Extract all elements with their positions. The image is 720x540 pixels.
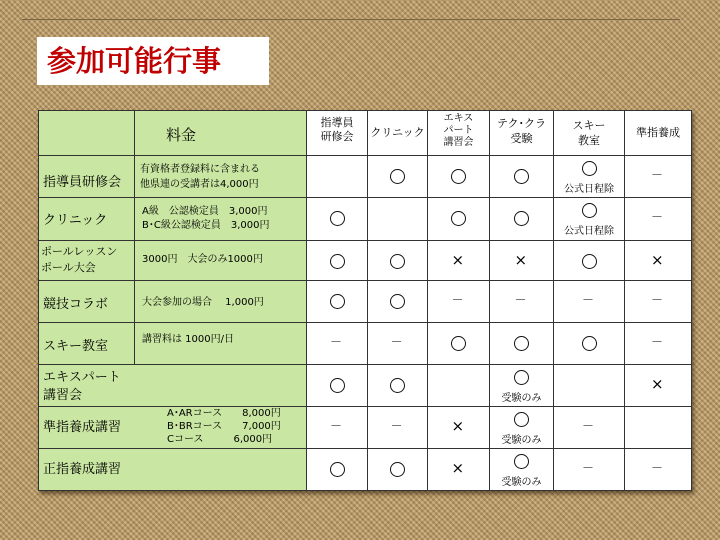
grid-line (489, 110, 490, 491)
row-name: スキー教室 (43, 339, 109, 354)
circle-mark-icon (390, 254, 405, 269)
circle-mark-icon (514, 412, 529, 427)
course-fee: B･BRコース 7,000円 (167, 421, 281, 432)
cross-mark-icon: × (451, 459, 465, 477)
grid-line (38, 280, 692, 281)
grid-line (367, 110, 368, 491)
row-name: エキスパート 講習会 (43, 370, 121, 403)
circle-mark-icon (582, 336, 597, 351)
fee-header: 料金 (166, 126, 197, 144)
circle-mark-icon (582, 203, 597, 218)
dash-mark-icon: － (651, 293, 664, 307)
dash-mark-icon: － (582, 419, 595, 433)
fee-text: 大会参加の場合 1,000円 (142, 297, 264, 308)
circle-mark-icon (330, 378, 345, 393)
circle-mark-icon (451, 336, 466, 351)
cross-mark-icon: × (651, 251, 664, 269)
column-header: エキス パート 講習会 (443, 113, 474, 148)
course-fee: A･ARコース 8,000円 (167, 408, 281, 419)
cross-mark-icon: × (451, 251, 465, 269)
grid-line (691, 110, 692, 491)
dash-mark-icon: － (651, 461, 664, 475)
circle-mark-icon (514, 370, 529, 385)
dash-mark-icon: － (451, 293, 464, 307)
cross-mark-icon: × (451, 417, 465, 435)
fee-text: A級 公認検定員 3,000円 B･C級公認検定員 3,000円 (142, 206, 270, 231)
circle-mark-icon (514, 169, 529, 184)
grid-line (306, 110, 307, 491)
grid-line (38, 240, 692, 241)
grid-line (38, 110, 692, 111)
circle-mark-icon (514, 211, 529, 226)
grid-line (38, 322, 692, 323)
circle-mark-icon (390, 462, 405, 477)
cell-note: 受験のみ (501, 477, 542, 488)
circle-mark-icon (390, 378, 405, 393)
grid-line (624, 110, 625, 491)
grid-line (553, 110, 554, 491)
dash-mark-icon: － (651, 335, 664, 349)
circle-mark-icon (451, 169, 466, 184)
dash-mark-icon: － (390, 335, 403, 349)
events-table (38, 110, 692, 491)
top-divider-line (22, 19, 680, 20)
grid-line (38, 406, 692, 407)
column-header: 準指養成 (636, 126, 680, 139)
row-name: ポールレッスン ポール大会 (41, 245, 118, 274)
grid-line (427, 110, 428, 491)
circle-mark-icon (582, 254, 597, 269)
page-title: 参加可能行事 (37, 37, 269, 85)
fee-text: 講習料は 1000円/日 (142, 334, 234, 345)
column-header: スキー 教室 (572, 119, 606, 147)
circle-mark-icon (330, 462, 345, 477)
dash-mark-icon: － (330, 335, 343, 349)
cross-mark-icon: × (514, 251, 528, 269)
grid-line (38, 110, 39, 491)
dash-mark-icon: － (582, 293, 595, 307)
circle-mark-icon (582, 161, 597, 176)
circle-mark-icon (330, 254, 345, 269)
fee-text: 有資格者登録料に含まれる 他県連の受講者は4,000円 (140, 164, 260, 190)
row-name: 競技コラボ (43, 297, 109, 312)
grid-line (38, 448, 692, 449)
cell-note: 公式日程除 (564, 184, 614, 195)
course-fee: Cコース 6,000円 (167, 434, 273, 445)
cell-note: 受験のみ (501, 393, 542, 404)
row-name: 指導員研修会 (43, 175, 122, 190)
grid-line (38, 364, 692, 365)
grid-line (38, 155, 692, 156)
circle-mark-icon (451, 211, 466, 226)
circle-mark-icon (514, 454, 529, 469)
row-name: 正指養成講習 (43, 462, 122, 477)
cross-mark-icon: × (651, 375, 664, 393)
row-name: 準指養成講習 (43, 420, 122, 435)
dash-mark-icon: － (651, 168, 664, 182)
circle-mark-icon (330, 294, 345, 309)
grid-line (38, 197, 692, 198)
grid-line (134, 110, 135, 364)
cell-note: 公式日程除 (564, 226, 614, 237)
column-header: テク･クラ 受験 (496, 117, 547, 145)
fee-text: 3000円 大会のみ1000円 (142, 254, 263, 265)
dash-mark-icon: － (582, 461, 595, 475)
circle-mark-icon (390, 169, 405, 184)
circle-mark-icon (390, 294, 405, 309)
grid-line (38, 490, 692, 491)
dash-mark-icon: － (390, 419, 403, 433)
cell-note: 受験のみ (501, 435, 542, 446)
circle-mark-icon (330, 211, 345, 226)
row-name: クリニック (43, 213, 108, 228)
column-header: 指導員 研修会 (320, 116, 354, 143)
dash-mark-icon: － (330, 419, 343, 433)
circle-mark-icon (514, 336, 529, 351)
dash-mark-icon: － (514, 293, 527, 307)
dash-mark-icon: － (651, 210, 664, 224)
column-header: クリニック (370, 126, 425, 139)
